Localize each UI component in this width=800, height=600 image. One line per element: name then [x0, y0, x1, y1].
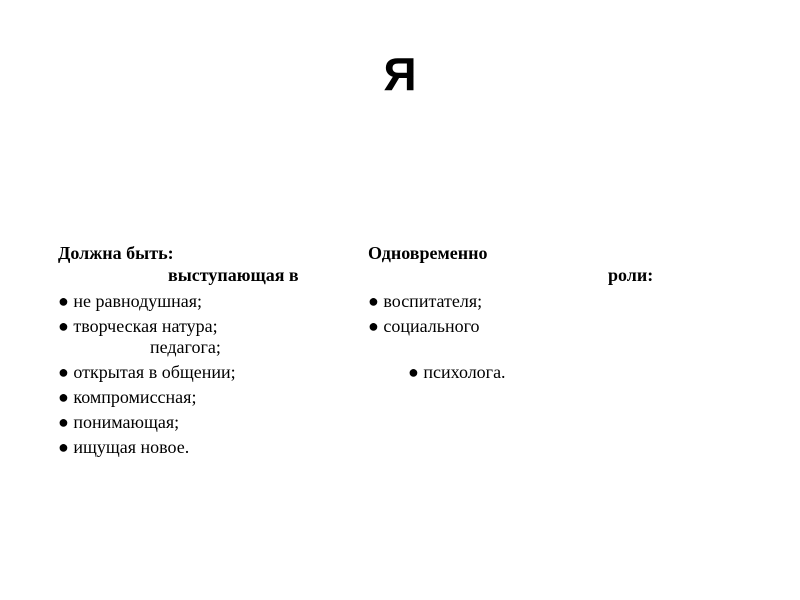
left-item-3: ● открытая в общении;: [58, 362, 236, 382]
right-item-2: ● социального: [368, 316, 480, 336]
right-item-3: ● психолога.: [408, 362, 506, 382]
right-heading-tail: роли:: [608, 265, 654, 285]
left-item-1: ● не равнодушная;: [58, 291, 203, 311]
right-heading: Одновременно: [368, 243, 488, 263]
left-heading: Должна быть:: [58, 243, 174, 263]
left-item-6: ● ищущая новое.: [58, 437, 190, 457]
left-item-5: ● понимающая;: [58, 412, 180, 432]
slide-title: Я: [383, 48, 417, 100]
right-item-1: ● воспитателя;: [368, 291, 483, 311]
left-floating-word: педагога;: [150, 337, 221, 357]
left-item-2: ● творческая натура;: [58, 316, 218, 336]
left-heading-tail: выступающая в: [168, 265, 299, 285]
left-item-4: ● компромиссная;: [58, 387, 197, 407]
